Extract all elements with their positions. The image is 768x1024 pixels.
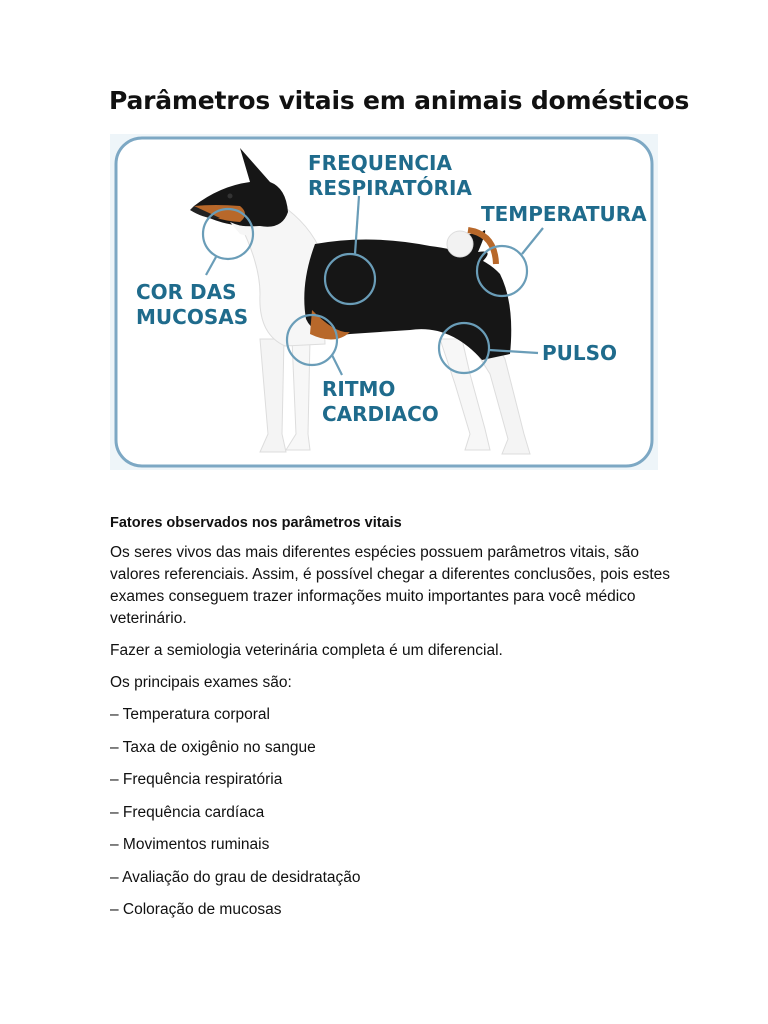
article-body bbox=[110, 512, 670, 932]
exam-list bbox=[110, 704, 670, 921]
label-pulso: PULSO bbox=[542, 341, 618, 365]
label-cardiaco: CARDIACO bbox=[322, 402, 439, 426]
label-respiratoria: RESPIRATÓRIA bbox=[308, 176, 472, 200]
label-mucosas: MUCOSAS bbox=[136, 305, 249, 329]
list-item: – Temperatura corporal bbox=[110, 706, 270, 723]
label-cor-das: COR DAS bbox=[136, 280, 237, 304]
paragraph-intro: Os seres vivos das mais diferentes espécies possuem parâmetros vitais, são valores referenciais. Assim, é possível chegar a diferentes conclusões, pois estes exames conseguem trazer informações muito importantes para você médico veterinário. bbox=[110, 544, 670, 627]
list-item: – Frequência cardíaca bbox=[110, 803, 265, 821]
list-item: – Frequência respiratória bbox=[110, 771, 283, 788]
label-ritmo: RITMO bbox=[322, 377, 396, 401]
label-frequencia: FREQUENCIA bbox=[308, 151, 452, 175]
list-item: – Movimentos ruminais bbox=[110, 836, 270, 853]
paragraph-exames-intro: Os principais exames são: bbox=[110, 674, 292, 691]
list-item: – Avaliação do grau de desidratação bbox=[110, 868, 361, 886]
list-item: – Taxa de oxigênio no sangue bbox=[110, 738, 316, 756]
list-item: – Coloração de mucosas bbox=[110, 901, 282, 918]
page-title: Parâmetros vitais em animais domésticos bbox=[109, 86, 690, 115]
label-temperatura: TEMPERATURA bbox=[481, 202, 647, 226]
dog-diagram bbox=[110, 134, 658, 470]
vital-parameters-figure bbox=[110, 134, 658, 470]
paragraph-semiologia: Fazer a semiologia veterinária completa é um diferencial. bbox=[110, 642, 503, 659]
section-heading: Fatores observados nos parâmetros vitais bbox=[110, 515, 402, 531]
